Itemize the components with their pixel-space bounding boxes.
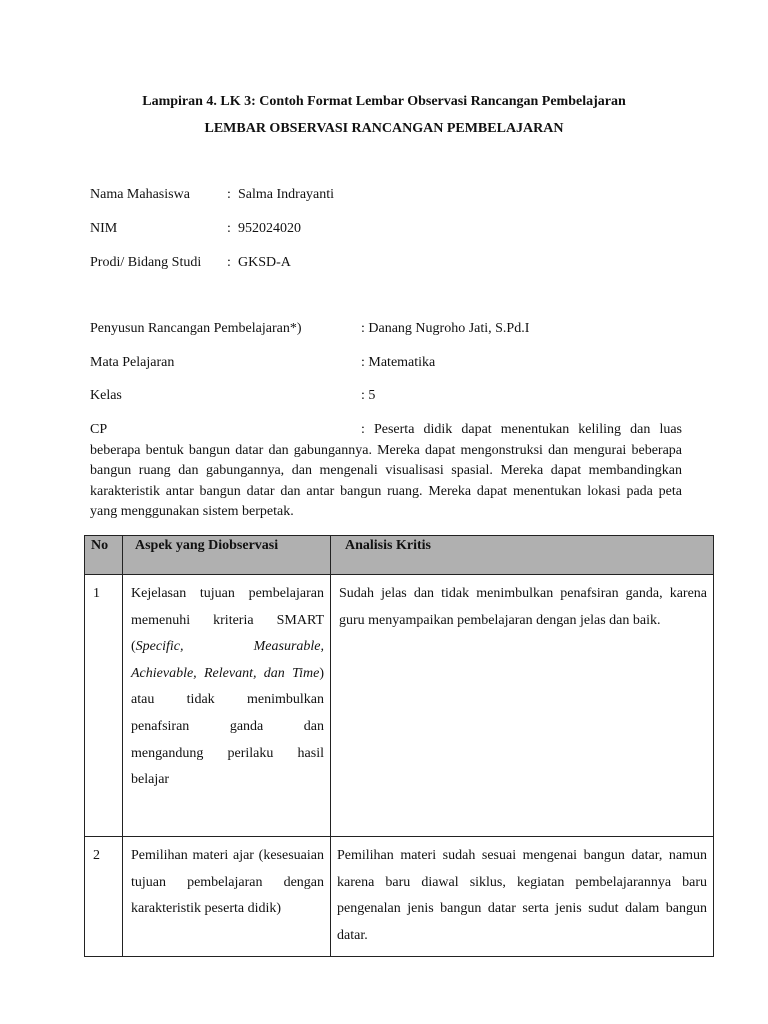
nim-value: 952024020 bbox=[238, 221, 301, 236]
cp-label: CP bbox=[90, 422, 108, 437]
prodi-colon: : bbox=[227, 255, 231, 270]
row-aspect: Pemilihan materi ajar (kesesuaian tujuan pembelajaran dengan karakteristik peserta didik) bbox=[123, 837, 331, 957]
nim-label: NIM bbox=[90, 221, 118, 236]
header-analysis: Analisis Kritis bbox=[331, 536, 714, 575]
name-colon: : bbox=[227, 187, 231, 202]
penyusun-label: Penyusun Rancangan Pembelajaran*) bbox=[90, 321, 302, 336]
name-label: Nama Mahasiswa bbox=[90, 187, 190, 202]
cp-first-line: : Peserta didik dapat menentukan keliling dan luas bbox=[361, 422, 682, 437]
kelas-value: : 5 bbox=[361, 388, 376, 403]
table-row bbox=[85, 837, 714, 957]
row-analysis: Sudah jelas dan tidak menimbulkan penafsiran ganda, karena guru menyampaikan pembelajaran dengan jelas dan baik. bbox=[331, 575, 714, 837]
kelas-label: Kelas bbox=[90, 388, 122, 403]
cp-description: beberapa bentuk bangun datar dan gabungannya. Mereka dapat mengonstruksi dan mengurai beberapa bangun ruang dan gabungannya, dan mengenali visualisasi spasial. Mereka dapat membandingkan karakteristik antar bangun datar dan antar bangun ruang. Mereka dapat menentukan lokasi pada peta yang menggunakan sistem berpetak. bbox=[90, 442, 682, 519]
header-no: No bbox=[85, 536, 123, 575]
observation-table bbox=[84, 535, 714, 957]
mapel-label: Mata Pelajaran bbox=[90, 355, 175, 370]
row-number: 2 bbox=[85, 837, 123, 957]
header-aspect: Aspek yang Diobservasi bbox=[123, 536, 331, 575]
row-analysis: Pemilihan materi sudah sesuai mengenai bangun datar, namun karena baru diawal siklus, kegiatan pembelajarannya baru pengenalan jenis bangun datar serta jenis sudut dalam bangun datar. bbox=[331, 837, 714, 957]
nim-colon: : bbox=[227, 221, 231, 236]
prodi-label: Prodi/ Bidang Studi bbox=[90, 255, 202, 270]
penyusun-value: : Danang Nugroho Jati, S.Pd.I bbox=[361, 321, 530, 336]
cp-block bbox=[90, 420, 682, 523]
table-header-row bbox=[85, 536, 714, 575]
mapel-value: : Matematika bbox=[361, 355, 436, 370]
table-row bbox=[85, 575, 714, 837]
name-value: Salma Indrayanti bbox=[238, 187, 335, 202]
row-number: 1 bbox=[85, 575, 123, 837]
prodi-value: GKSD-A bbox=[238, 255, 291, 270]
appendix-title: Lampiran 4. LK 3: Contoh Format Lembar Observasi Rancangan Pembelajaran bbox=[142, 94, 626, 109]
document-title: LEMBAR OBSERVASI RANCANGAN PEMBELAJARAN bbox=[204, 121, 564, 136]
row-aspect: Kejelasan tujuan pembelajaran memenuhi kriteria SMART (Specific, Measurable, Achievable, Relevant, dan Time) atau tidak menimbulkan penafsiran ganda dan mengandung perilaku hasil belajar bbox=[123, 575, 331, 837]
